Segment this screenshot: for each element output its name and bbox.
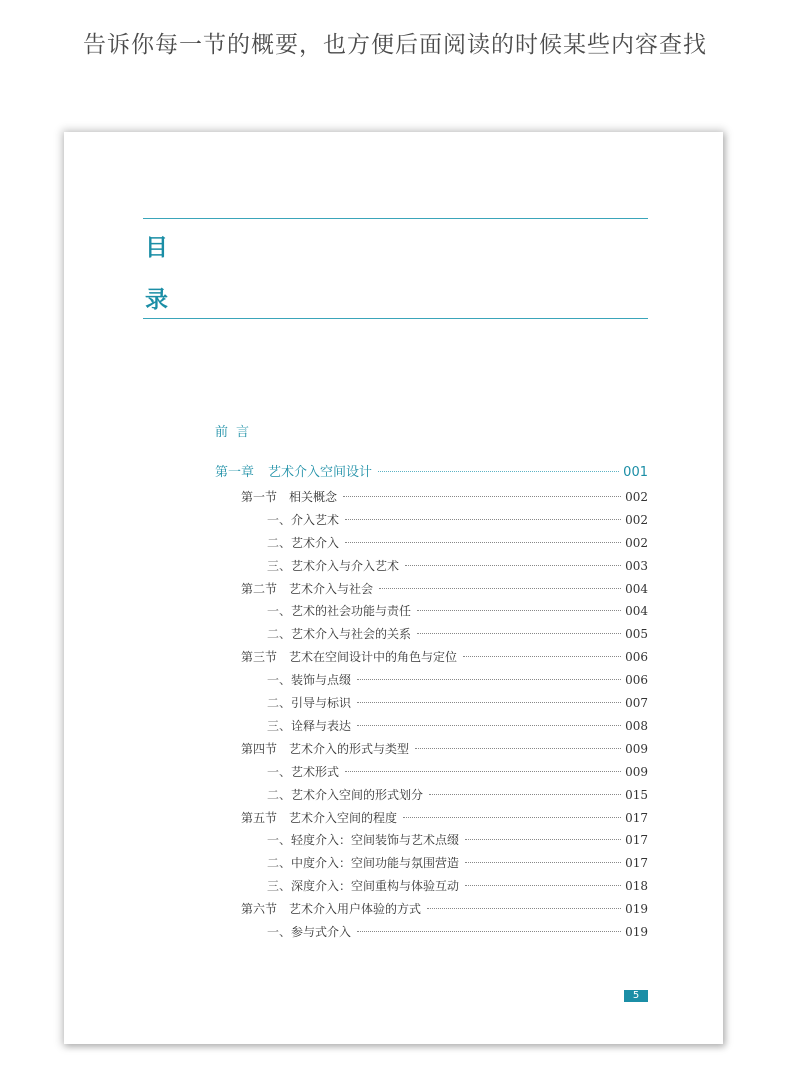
toc-dot-leader [465, 885, 621, 886]
toc-entry-title: 艺术介入 [291, 535, 340, 550]
toc-entry-number: 一、 [267, 673, 292, 688]
toc-entry-label [267, 831, 459, 848]
toc-dot-leader [379, 588, 621, 589]
toc-entry-item[interactable] [267, 625, 648, 642]
toc-entry-label [267, 786, 423, 803]
toc-entry-page: 007 [625, 696, 648, 710]
toc-entry-page: 004 [625, 581, 648, 596]
toc-dot-leader [345, 519, 621, 520]
toc-entry-page: 009 [625, 741, 648, 756]
toc-entry-page: 019 [625, 902, 648, 917]
toc-entry-number: 一、 [267, 925, 292, 939]
toc-entry-title: 艺术的社会功能与责任 [291, 604, 412, 619]
toc-entry-title: 艺术介入的形式与类型 [289, 741, 410, 756]
toc-dot-leader [357, 679, 621, 680]
toc-entry-page: 018 [625, 879, 648, 894]
toc-entry-page: 015 [625, 787, 648, 802]
toc-entry-label [267, 717, 351, 734]
toc-entry-number: 第一节 [241, 489, 278, 504]
toc-entry-page: 003 [625, 558, 648, 573]
toc-dot-leader [357, 931, 621, 932]
toc-entry-item[interactable] [267, 831, 648, 848]
toc-entry-title: 轻度介入：空间装饰与艺术点缀 [291, 833, 460, 848]
book-page [64, 132, 723, 1044]
toc-entry-number: 二、 [267, 787, 292, 802]
toc-entry-item[interactable] [267, 923, 648, 940]
toc-entry-number: 二、 [267, 696, 292, 710]
toc-entry-title: 艺术形式 [291, 764, 340, 779]
toc-entry-item[interactable] [267, 602, 648, 619]
page-caption: 告诉你每一节的概要，也方便后面阅读的时候某些内容查找 [83, 32, 707, 58]
toc-entry-page: 004 [625, 604, 648, 619]
toc-entry-label [267, 534, 339, 551]
toc-entry-number: 三、 [267, 558, 292, 573]
toc-entry-title: 中度介入：空间功能与氛围营造 [291, 856, 460, 871]
toc-entry-title: 引导与标识 [291, 696, 352, 710]
toc-title-char-mu: 目 [145, 234, 168, 261]
toc-entry-label [267, 923, 351, 940]
toc-entry-item[interactable] [267, 877, 648, 894]
toc-entry-number: 第三节 [241, 650, 278, 665]
toc-dot-leader [417, 610, 621, 611]
toc-entry-label [267, 557, 399, 574]
toc-entry-number: 一、 [267, 833, 292, 848]
toc-entry-title: 艺术介入与社会 [289, 581, 374, 596]
toc-entry-item[interactable] [267, 511, 648, 528]
toc-entry-title: 艺术介入空间的形式划分 [291, 787, 424, 802]
toc-dot-leader [465, 862, 621, 863]
page-number-badge: 5 [624, 990, 648, 1002]
toc-entry-section[interactable] [241, 580, 648, 597]
toc-entry-page: 002 [625, 512, 648, 527]
toc-entry-section[interactable] [241, 488, 648, 505]
toc-entry-label [267, 694, 351, 711]
toc-entry-title: 深度介入：空间重构与体验互动 [291, 879, 460, 894]
toc-entry-chapter[interactable] [215, 461, 648, 480]
toc-entry-number: 二、 [267, 535, 292, 550]
toc-dot-leader [417, 633, 621, 634]
toc-entry-item[interactable] [267, 694, 648, 711]
toc-entry-label [267, 763, 339, 780]
toc-entry-number: 三、 [267, 879, 292, 894]
toc-entry-title: 艺术介入与社会的关系 [291, 627, 412, 642]
toc-entry-page: 017 [625, 856, 648, 871]
toc-entry-title: 装饰与点缀 [291, 673, 352, 688]
toc-entry-section[interactable] [241, 648, 648, 665]
toc-entry-page: 009 [625, 764, 648, 779]
toc-entry-label [241, 580, 373, 597]
toc-title-char-lu: 录 [145, 286, 168, 313]
toc-entry-number: 一、 [267, 764, 292, 779]
toc-entry-title: 艺术介入空间设计 [268, 465, 373, 480]
toc-entry-page: 002 [625, 535, 648, 550]
toc-entry-number: 一、 [267, 604, 292, 619]
toc-entry-item[interactable] [267, 786, 648, 803]
toc-dot-leader [343, 496, 621, 497]
toc-entry-section[interactable] [241, 740, 648, 757]
toc-dot-leader [465, 839, 621, 840]
toc-entry-item[interactable] [267, 763, 648, 780]
toc-entry-label [241, 488, 337, 505]
toc-entry-item[interactable] [267, 854, 648, 871]
toc-entry-page: 017 [625, 810, 648, 825]
toc-entry-title: 艺术介入用户体验的方式 [289, 902, 422, 917]
toc-entry-page: 002 [625, 489, 648, 504]
toc-entry-number: 第二节 [241, 581, 278, 596]
toc-entry-label [267, 602, 411, 619]
toc-entry-page: 008 [625, 718, 648, 733]
toc-entry-number: 二、 [267, 856, 292, 871]
toc-entry-label [267, 625, 411, 642]
toc-entry-label [267, 877, 459, 894]
toc-entry-label [241, 740, 409, 757]
toc-dot-leader [345, 771, 621, 772]
toc-entry-label [241, 648, 457, 665]
toc-entry-number: 一、 [267, 512, 292, 527]
toc-entry-item[interactable] [267, 717, 648, 734]
toc-entry-label [215, 461, 372, 480]
toc-entry-page: 001 [623, 465, 648, 480]
toc-entry-title: 相关概念 [289, 489, 338, 504]
toc-entry-label [267, 854, 459, 871]
toc-title-block [143, 218, 648, 319]
toc-entry-label [267, 671, 351, 688]
toc-dot-leader [345, 542, 621, 543]
toc-entry-section[interactable] [241, 900, 648, 917]
toc-dot-leader [405, 565, 621, 566]
toc-entry-title: 艺术介入与介入艺术 [291, 558, 400, 573]
toc-dot-leader [403, 817, 621, 818]
toc-entry-item[interactable] [267, 557, 648, 574]
toc-preface-link[interactable]: 前言 [215, 425, 258, 440]
toc-dot-leader [429, 794, 621, 795]
toc-dot-leader [357, 702, 621, 703]
toc-entry-title: 介入艺术 [291, 512, 340, 527]
toc-entry-number: 第四节 [241, 741, 278, 756]
toc-entry-number: 二、 [267, 627, 292, 642]
toc-dot-leader [427, 908, 621, 909]
toc-entry-item[interactable] [267, 534, 648, 551]
toc-entry-number: 第六节 [241, 902, 278, 917]
toc-entry-page: 017 [625, 833, 648, 848]
toc-dot-leader [357, 725, 621, 726]
toc-entry-label [267, 511, 339, 528]
toc-dot-leader [378, 471, 619, 472]
toc-entry-page: 006 [625, 673, 648, 688]
toc-entry-number: 第一章 [215, 465, 255, 480]
toc-dot-leader [415, 748, 621, 749]
toc-entry-page: 005 [625, 627, 648, 642]
toc-entry-number: 第五节 [241, 810, 278, 825]
toc-entry-label [241, 809, 397, 826]
toc-entry-title: 艺术介入空间的程度 [289, 810, 398, 825]
toc-entry-section[interactable] [241, 809, 648, 826]
toc-entry-number: 三、 [267, 718, 292, 733]
toc-entry-title: 艺术在空间设计中的角色与定位 [289, 650, 458, 665]
toc-entry-page: 006 [625, 650, 648, 665]
toc-entry-title: 诠释与表达 [291, 718, 352, 733]
toc-entry-item[interactable] [267, 671, 648, 688]
toc-entry-title: 参与式介入 [291, 925, 352, 939]
toc-entry-page: 019 [625, 925, 648, 939]
toc-dot-leader [463, 656, 621, 657]
toc-entry-label [241, 900, 421, 917]
